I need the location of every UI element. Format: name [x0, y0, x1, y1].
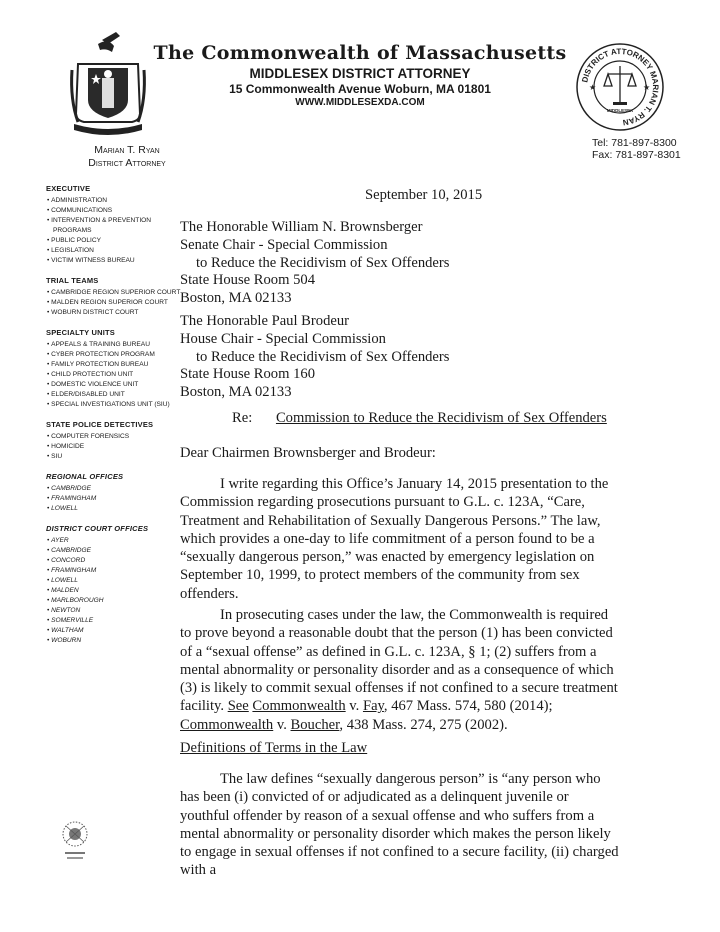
da-block	[52, 144, 202, 170]
sidebar-item: • VICTIM WITNESS BUREAU	[46, 256, 186, 266]
sidebar-item: • SPECIAL INVESTIGATIONS UNIT (SIU)	[46, 400, 186, 410]
sidebar-item: • FRAMINGHAM	[46, 494, 186, 504]
office-directory-sidebar	[46, 184, 186, 646]
address-line: Boston, MA 02133	[180, 290, 292, 307]
seal-inner-text: MIDDLESEX	[606, 108, 634, 113]
case-name-2b: Boucher	[290, 716, 340, 733]
case-v-1: v.	[345, 698, 363, 715]
sidebar-item: • DOMESTIC VIOLENCE UNIT	[46, 380, 186, 390]
office-name: MIDDLESEX DISTRICT ATTORNEY	[249, 66, 471, 81]
sidebar-item: • FRAMINGHAM	[46, 566, 186, 576]
seal-ring-text: DISTRICT ATTORNEY MARIAN T. RYAN	[580, 46, 661, 127]
sidebar-heading: EXECUTIVE	[46, 184, 91, 193]
case-name-1: Commonwealth	[252, 698, 346, 715]
paragraph-1: I write regarding this Office’s January 14, 2015 presentation to the Commission regarding prosecutions pursuant to G.L. c. 123A, “Care, Treatment and Rehabilitation of Sexually Dangerous Persons.” The law, which provides a one-day to life commitment of a person found to be a “sexually dangerous person,” was enacted by emergency legislation on September 10, 1999, to protect members of the community from sex offenders.	[180, 476, 609, 602]
sidebar-heading: STATE POLICE DETECTIVES	[46, 420, 154, 429]
contact-block	[592, 137, 712, 161]
citation-2: , 438 Mass. 274, 275 (2002).	[339, 716, 508, 733]
section-heading: Definitions of Terms in the Law	[180, 740, 368, 756]
office-website: WWW.MIDDLESEXDA.COM	[295, 97, 425, 108]
letterhead-title: The Commonwealth of Massachusetts	[153, 42, 567, 64]
sidebar-item: • WALTHAM	[46, 626, 186, 636]
sidebar-item: • INTERVENTION & PREVENTION PROGRAMS	[46, 216, 186, 236]
sidebar-item: • WOBURN DISTRICT COURT	[46, 308, 186, 318]
sidebar-heading: TRIAL TEAMS	[46, 276, 99, 285]
telephone: Tel: 781-897-8300	[592, 137, 677, 149]
recipient-address-2	[180, 313, 620, 402]
svg-text:★: ★	[643, 83, 651, 92]
recipient-address-1	[180, 219, 620, 308]
sidebar-item: • AYER	[46, 536, 186, 546]
re-subject: Commission to Reduce the Recidivism of Sex Offenders	[275, 410, 607, 426]
sidebar-group	[46, 196, 186, 266]
citation-1: , 467 Mass. 574, 580 (2014);	[383, 698, 553, 715]
case-name-1b: Fay	[362, 698, 384, 715]
sidebar-item: • WOBURN	[46, 636, 186, 646]
sidebar-group	[46, 536, 186, 646]
sidebar-item: • CHILD PROTECTION UNIT	[46, 370, 186, 380]
sidebar-item: • ELDER/DISABLED UNIT	[46, 390, 186, 400]
da-name: Marian T. Ryan	[94, 144, 160, 156]
address-line: State House Room 160	[180, 366, 315, 383]
re-label: Re:	[232, 410, 253, 426]
sidebar-heading: REGIONAL OFFICES	[46, 472, 124, 481]
sidebar-item: • COMMUNICATIONS	[46, 206, 186, 216]
sidebar-group	[46, 484, 186, 514]
sidebar-item: • CAMBRIDGE	[46, 546, 186, 556]
sidebar-item: • NEWTON	[46, 606, 186, 616]
salutation: Dear Chairmen Brownsberger and Brodeur:	[180, 445, 436, 461]
sidebar-item: • CAMBRIDGE	[46, 484, 186, 494]
letterhead	[150, 42, 570, 108]
sidebar-item: • ADMINISTRATION	[46, 196, 186, 206]
sidebar-item: • LEGISLATION	[46, 246, 186, 256]
citation-see: See	[227, 698, 249, 715]
letter-date: September 10, 2015	[365, 187, 483, 203]
case-name-2: Commonwealth	[180, 716, 274, 733]
address-line: House Chair - Special Commission	[180, 330, 386, 347]
sidebar-group	[46, 340, 186, 410]
address-line: to Reduce the Recidivism of Sex Offenders	[196, 348, 450, 365]
sidebar-item: • SIU	[46, 452, 186, 462]
massachusetts-seal-icon	[68, 30, 148, 140]
paragraph-2-text: In prosecuting cases under the law, the Commonwealth is required to prove beyond a reasonable doubt that the person (1) has been convicted of a “sexual offense” as defined in G.L. c. 123A, § 1; (2) suffers from a mental abnormality or personality disorder and as a consequence of which (3) is likely to commit sexual offenses if not confined to a secure treatment facility.	[180, 607, 618, 715]
district-attorney-seal-icon	[575, 42, 665, 132]
sidebar-item: • MALDEN	[46, 586, 186, 596]
address-line: The Honorable William N. Brownsberger	[180, 219, 423, 235]
address-line: to Reduce the Recidivism of Sex Offenders	[196, 254, 450, 271]
sidebar-item: • HOMICIDE	[46, 442, 186, 452]
office-address: 15 Commonwealth Avenue Woburn, MA 01801	[229, 82, 491, 96]
sidebar-item: • MARLBOROUGH	[46, 596, 186, 606]
sidebar-heading: SPECIALTY UNITS	[46, 328, 115, 337]
sidebar-item: • COMPUTER FORENSICS	[46, 432, 186, 442]
address-line: Senate Chair - Special Commission	[180, 236, 388, 253]
emblem-icon	[58, 818, 92, 866]
da-title: District Attorney	[88, 157, 166, 169]
fax: Fax: 781-897-8301	[592, 149, 681, 161]
sidebar-heading: DISTRICT COURT OFFICES	[46, 524, 149, 533]
sidebar-group	[46, 288, 186, 318]
address-line: State House Room 504	[180, 272, 315, 289]
case-v-2: v.	[273, 716, 291, 733]
subject-line	[232, 410, 607, 427]
sidebar-item: • SOMERVILLE	[46, 616, 186, 626]
paragraph-2	[180, 606, 620, 734]
sidebar-group	[46, 432, 186, 462]
svg-text:★: ★	[589, 83, 597, 92]
address-line: The Honorable Paul Brodeur	[180, 313, 349, 329]
sidebar-item: • CAMBRIDGE REGION SUPERIOR COURT	[46, 288, 186, 298]
sidebar-item: • MALDEN REGION SUPERIOR COURT	[46, 298, 186, 308]
address-line: Boston, MA 02133	[180, 384, 292, 401]
sidebar-item: • APPEALS & TRAINING BUREAU	[46, 340, 186, 350]
sidebar-item: • CONCORD	[46, 556, 186, 566]
sidebar-item: • LOWELL	[46, 504, 186, 514]
paragraph-3: The law defines “sexually dangerous person” is “any person who has been (i) convicted of or adjudicated as a delinquent juvenile or youthful offender by reason of a sexual offense and who suffers from a mental abnormality or personality disorder which makes the person likely to engage in sexual offenses if not confined to a secure facility, (ii) charged with a	[180, 771, 619, 879]
sidebar-item: • LOWELL	[46, 576, 186, 586]
sidebar-item: • PUBLIC POLICY	[46, 236, 186, 246]
sidebar-item: • CYBER PROTECTION PROGRAM	[46, 350, 186, 360]
sidebar-item: • FAMILY PROTECTION BUREAU	[46, 360, 186, 370]
